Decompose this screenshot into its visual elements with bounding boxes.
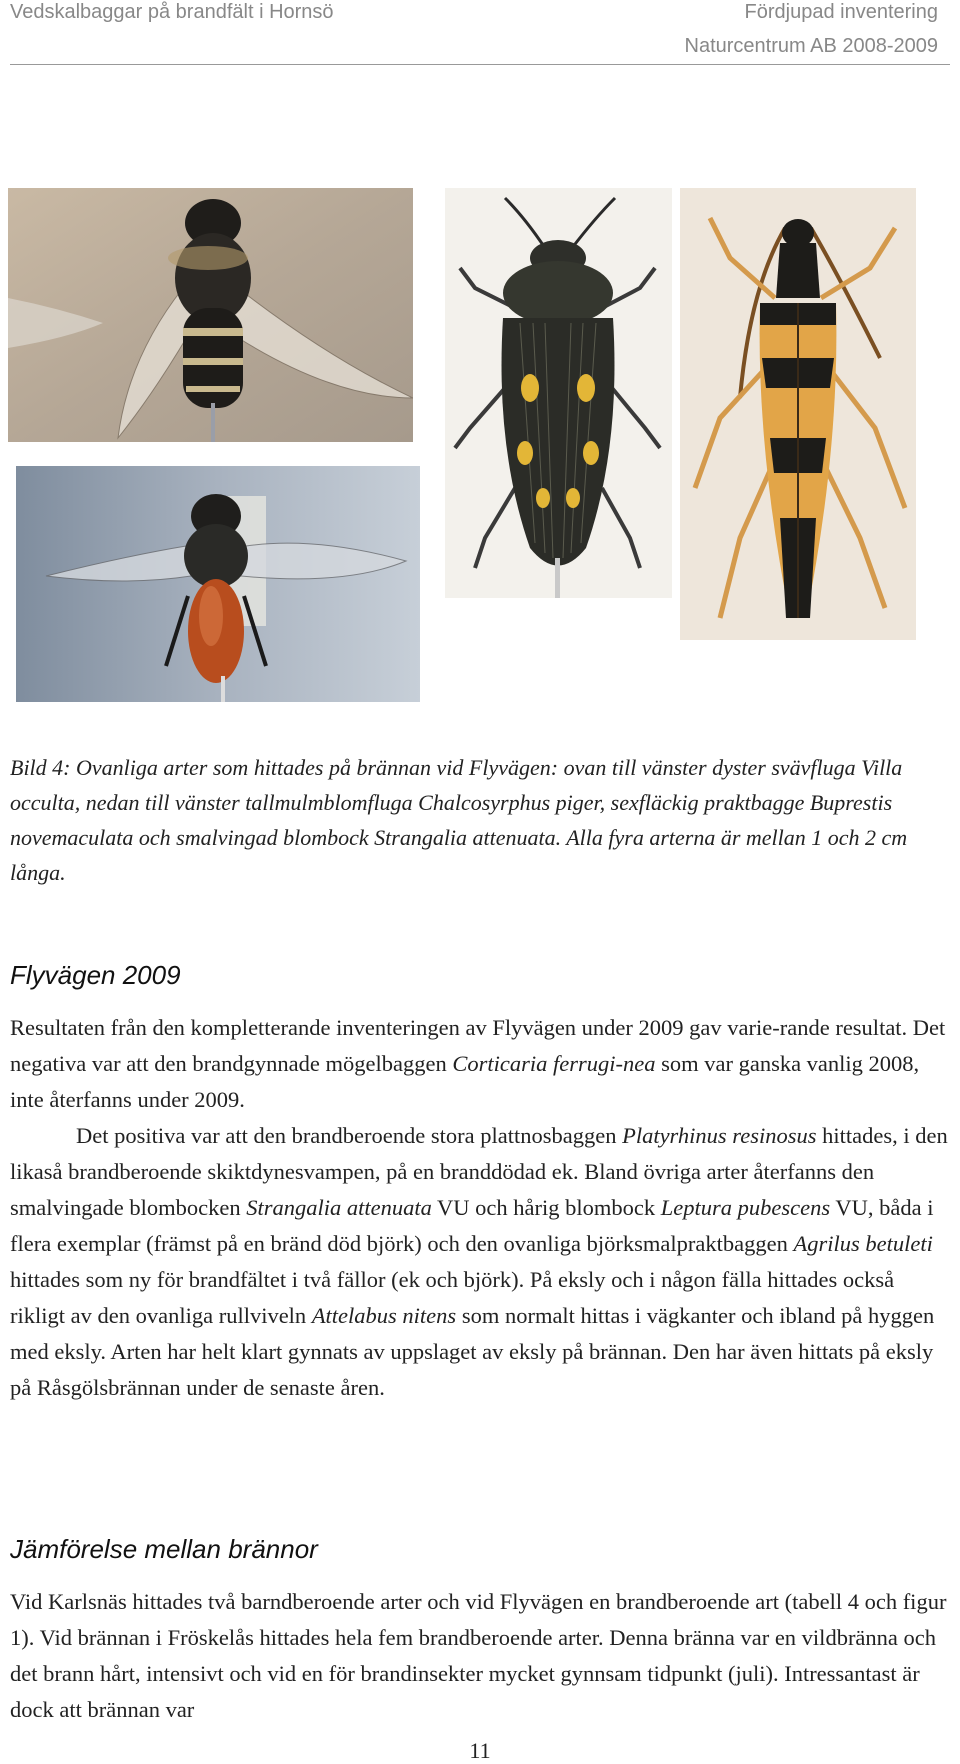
figure-caption: [10, 750, 950, 890]
header-document-title: Vedskalbaggar på brandfält i Hornsö: [10, 1, 334, 23]
paragraph-jamforelse-1: Vid Karlsnäs hittades två barndberoende arter och vid Flyvägen en brandberoende art (tabell 4 och figur 1). Vid brännan i Fröskelås hittades hela fem brandberoende arter. Denna bränna var en vildbränna och det brann hårt, intensivt och vid en för brandinsekter mycket gynnsam tidpunkt (juli). Intressantast är dock att brännan var: [10, 1589, 947, 1722]
page-header: [10, 0, 950, 65]
section-heading-flyvagen: Flyvägen 2009: [10, 960, 181, 990]
caption-text: Bild 4: Ovanliga arter som hittades på brännan vid Flyvägen: ovan till vänster dyster svävfluga Villa occulta, nedan till vänster tallmulmblomfluga Chalcosyrphus piger, sexfläckig praktbagge Buprestis novemaculata och smalvingad blombock Strangalia attenuata. Alla fyra arterna är mellan 1 och 2 cm långa.: [10, 755, 908, 885]
photo-chalcosyrphus-piger: [16, 466, 420, 702]
photo-buprestis-novemaculata: [445, 188, 672, 598]
header-report-type: Fördjupad inventering: [744, 1, 938, 23]
paragraph-flyvagen-2: Det positiva var att den brandberoende stora plattnosbaggen Platyrhinus resinosus hittades, i den likaså brandberoende skiktdynesvampen, på en branddödad ek. Bland övriga arter återfanns den smalvingade blombocken Strangalia attenuata VU och hårig blombock Leptura pubescens VU, båda i flera exemplar (främst på en bränd död björk) och den ovanliga björksmalpraktbaggen Agrilus betuleti hittades som ny för brandfältet i två fällor (ek och björk). På eksly och i någon fälla hittades också rikligt av den ovanliga rullviveln Attelabus nitens som normalt hittas i vägkanter och ibland på hyggen med eksly. Arten har helt klart gynnats av uppslaget av eksly på brännan. Den har även hittats på eksly på Råsgölsbrännan under de senaste åren.: [10, 1123, 948, 1400]
photo-villa-occulta: [8, 188, 413, 442]
paragraph-flyvagen-1: Resultaten från den kompletterande inventeringen av Flyvägen under 2009 gav varie-rande resultat. Det negativa var att den brandgynnade mögelbaggen Corticaria ferrugi-nea som var ganska vanlig 2008, inte återfanns under 2009.: [10, 1015, 946, 1112]
photo-strangalia-attenuata: [680, 188, 916, 640]
section-jamforelse-body: [10, 1584, 950, 1728]
header-right-block: [608, 0, 938, 68]
section-heading-jamforelse: Jämförelse mellan brännor: [10, 1534, 318, 1564]
section-flyvagen-body: [10, 1010, 950, 1406]
page-number: 11: [469, 1738, 491, 1763]
header-organization: Naturcentrum AB 2008-2009: [684, 35, 938, 57]
